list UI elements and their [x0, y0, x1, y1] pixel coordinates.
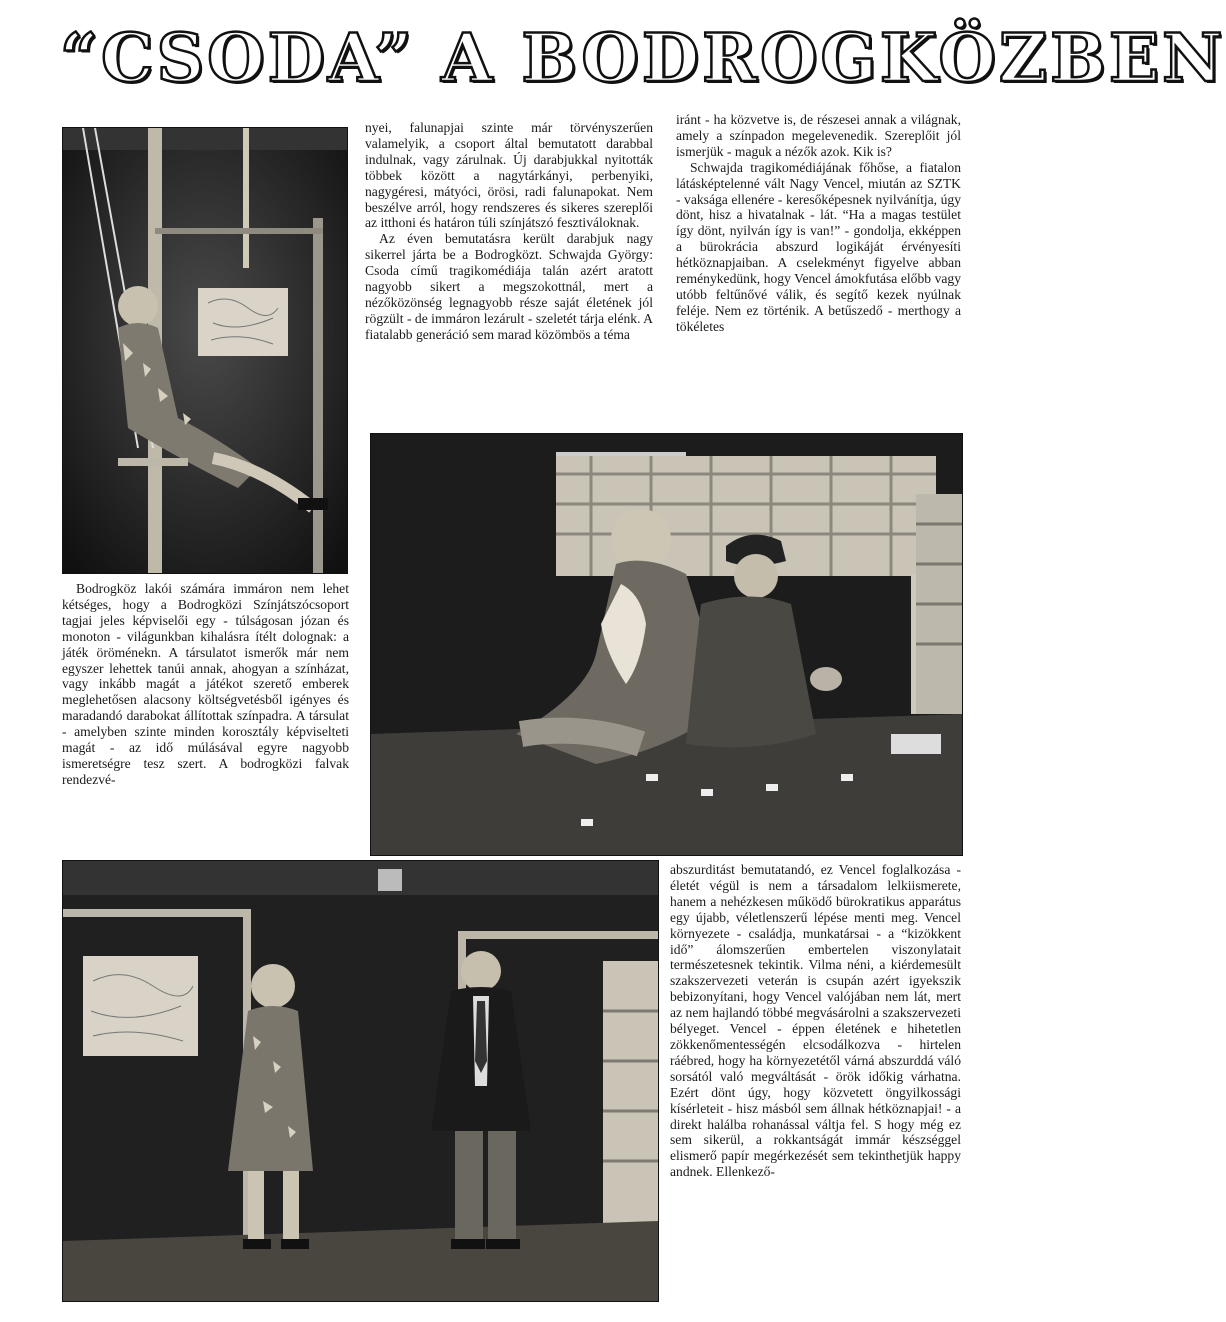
paragraph: nyei, falunapjai szinte már törvényszerűen valamelyik, a csoport által bemutatott darabbal indulnak, vagy zárulnak. Új darabjukkal nyitották többek között a nagytárkányi, perbenyiki, nagygéresi, mátyóci, örösi, radi falunapokat. Nem beszélve arról, hogy rendszeres és sikeres szereplői az itthoni és határon túli színjátszó fesztiváloknak. [365, 120, 653, 231]
photo-two-women-sitting [370, 433, 963, 856]
photo-woman-on-swing [62, 127, 348, 574]
column-right-top [676, 112, 961, 424]
column-right-bottom [670, 862, 961, 1302]
article-title: “CSODA” A BODROGKÖZBEN [60, 19, 1226, 97]
paragraph: Bodrogköz lakói számára immáron nem lehet kétséges, hogy a Bodrogközi Színjátszócsoport tagjai jeles képviselői egy - túlságosan józan és monoton - világunkban kihalásra ítélt dolognak: a játék öröménekn. A társulatot ismerők már nem egyszer lehettek tanúi annak, ahogyan a színházat, vagy inkább magát a játékot szerető emberek meglehetősen alacsony költségvetésből igényes és maradandó darabokat állítottak színpadra. A társulat - amelyben szinte minden korosztály képviselteti magát - az idő múlásával egyre nagyobb ismeretségre tesz szert. A bodrogközi falvak rendezvé- [62, 581, 349, 787]
paragraph: Schwajda tragikomédiájának főhőse, a fiatalon látásképtelenné vált Nagy Vencel, miután az SZTK - vaksága ellenére - keresőképesnek nyilvánítja, úgy dönt, hisz a hivatalnak - lát. “Ha a magas testület így dönt, nyilván így is van!” - gondolja, ekképpen a bürokrácia abszurd logikáját érvényesíti hétköznapjaiban. A cselekményt figyelve abban reménykedünk, hogy Vencel ámokfutása előbb vagy utóbb feltűnővé válik, és segítő kezek nyúlnak feléje. Nem ez történik. A betűszedő - merthogy a tökéletes [676, 159, 961, 334]
column-middle-top [365, 120, 653, 428]
paragraph: abszurditást bemutatandó, ez Vencel foglalkozása - életét végül is nem a társadalom lelkiismerete, hanem a nehézkesen működő bürokratikus apparátus egy újabb, véletlenszerű lépése menti meg. Vencel környezete - családja, munkatársai - a “kizökkent idő” álomszerűen embertelen viszonylatait természetesnek tekintik. Vilma néni, a kiérdemesült szakszervezeti veterán is csupán azért igyekszik bebizonyítani, hogy Vencel valójában nem lát, mert az nem hajlandó többé megvásárolni a szakszervezeti bélyeget. Vencel - éppen életének e hihetetlen zökkenőmentességén elcsodálkozva - hirtelen ráébred, hogy ha környezetétől várná abszurddá váló sorsától való megváltását - örök időkig várhatna. Ezért dönt úgy, hogy közvetett öngyilkossági kísérleteit - hisz másból sem állnak hétköznapjai! - a direkt halálba rohanással váltja fel. S hogy még ez sem sikerül, a rokkantságát immár készséggel elismerő papír megérkezését sem tekinthetjük happy andnek. Ellenkező- [670, 862, 961, 1180]
column-left-middle [62, 581, 349, 851]
photo-woman-and-man-standing [62, 860, 659, 1302]
paragraph: Az éven bemutatásra került darabjuk nagy sikerrel járta be a Bodrogközt. Schwajda György: Csoda című tragikomédiája talán azért aratott nagyobb sikert a megszokottnál, mert a nézőközönség legnagyobb része saját életének jól rögzült - de immáron lezárult - szeletét tárja elénk. A fiatalabb generáció sem marad közömbös a téma [365, 231, 653, 342]
paragraph: iránt - ha közvetve is, de részesei annak a világnak, amely a színpadon megelevenedik. Szereplőit jól ismerjük - maguk a nézők azok. Kik is? [676, 112, 961, 159]
